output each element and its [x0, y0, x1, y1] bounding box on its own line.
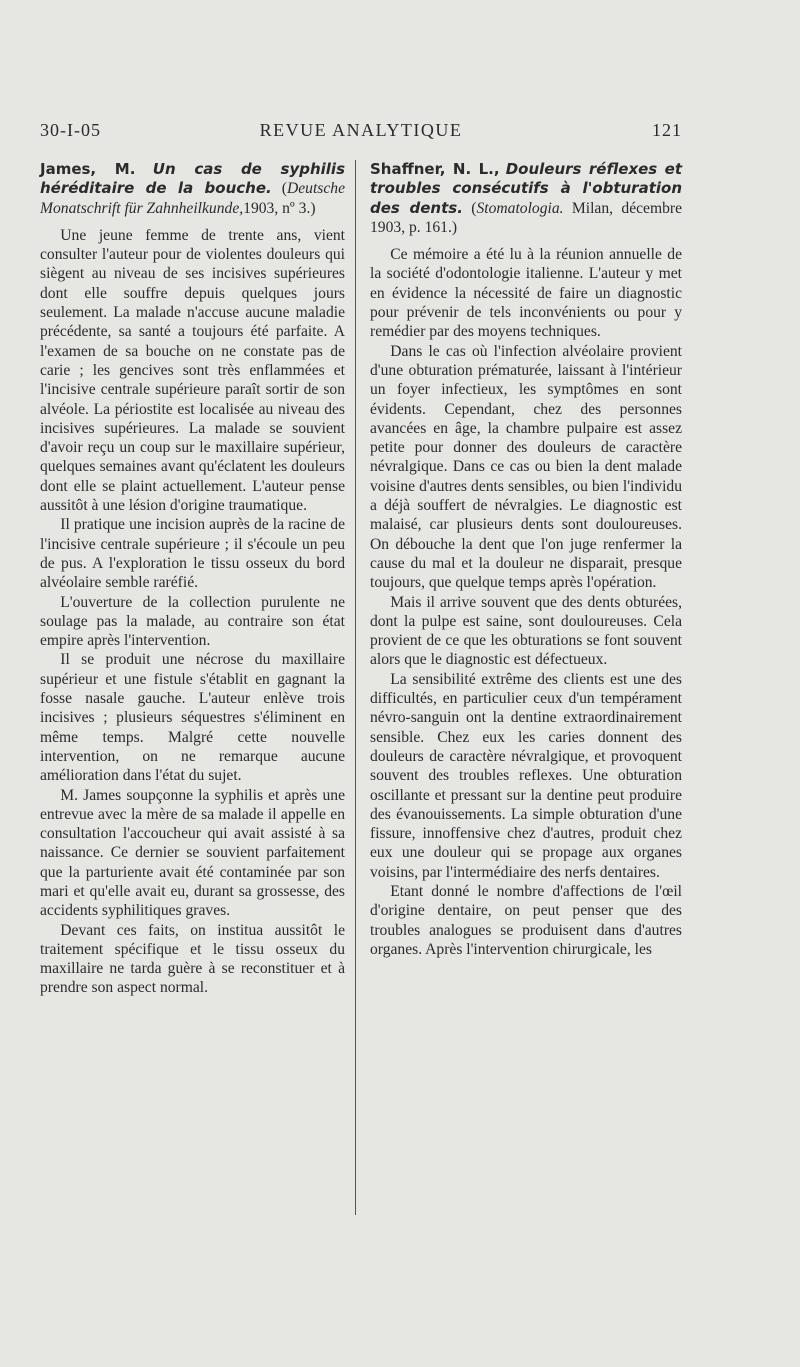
source-details: 1903, nº 3.) [243, 199, 316, 217]
paragraph: Devant ces faits, on institua aussitôt le traitement spécifique et le tissu osseux du maxillaire ne tarda guère à se reconstituer et à prendre son aspect normal. [40, 921, 345, 997]
source-open-paren: ( [281, 180, 287, 198]
article-heading-shaffner [370, 160, 682, 237]
source-journal: Deutsche Monatschrift für Zahnheilkunde, [40, 180, 346, 217]
article-author: James, M. [40, 160, 136, 178]
paragraph: M. James soupçonne la syphilis et après une entrevue avec la mère de sa malade il appelle en consultation l'accoucheur qui avait assisté à sa naissance. Ce dernier se souvient parfaitement que la parturiente avait été contaminée par son mari et qu'elle avait eu, durant sa grossesse, des accidents syphilitiques graves. [40, 786, 345, 920]
paragraph: La sensibilité extrême des clients est une des difficultés, en particulier ceux d'un tempérament névro-sanguin ont la dentine extraordinairement sensible. Chez eux les caries donnent des douleurs de caractère névralgique, et provoquent souvent des troubles reflexes. Une obturation oscillante et pressant sur la dentine peut produire des évanouissements. La simple obturation d'une fissure, innoffensive chez d'autres, produit chez eux une douleur qui se propage aux organes voisins, par l'intermédiaire des nerfs dentaires. [370, 670, 682, 881]
article-title: Douleurs réflexes et troubles consécutifs à l'obturation des dents. [370, 160, 682, 217]
right-column [370, 160, 682, 959]
paragraph: Une jeune femme de trente ans, vient consulter l'auteur pour de violentes douleurs qui siègent au niveau de ses incisives supérieures dont elle souffre depuis quelques jours seulement. La malade n'accuse aucune maladie précédente, sa santé a toujours été parfaite. A l'examen de sa bouche on ne constate pas de carie ; les gencives sont très enflammées et l'incisive centrale supérieure paraît sortir de son alvéole. La périostite est localisée au niveau des incisives supérieures. La malade se souvient d'avoir reçu un coup sur le maxillaire supérieur, quelques semaines avant qu'éclatent les douleurs dont elle se plaint actuellement. L'auteur pense aussitôt à une lésion d'origine traumatique. [40, 226, 345, 515]
source-details: Milan, décembre 1903, p. 161.) [370, 199, 683, 236]
paragraph: Etant donné le nombre d'affections de l'œil d'origine dentaire, on peut penser que des troubles analogues se produisent dans d'autres organes. Après l'intervention chirurgicale, les [370, 882, 682, 958]
left-column [40, 160, 345, 998]
paragraph: Il se produit une nécrose du maxillaire supérieur et une fistule s'établit en gagnant la fosse nasale gauche. L'auteur enlève trois incisives ; plusieurs séquestres s'éliminent en même temps. Malgré cette nouvelle intervention, on ne remarque aucune amélioration dans l'état du sujet. [40, 651, 345, 785]
source-open-paren: ( [471, 199, 477, 217]
paragraph: L'ouverture de la collection purulente ne soulage pas la malade, au contraire son état empire après l'intervention. [40, 593, 345, 650]
source-journal: Stomatologia. [476, 199, 564, 217]
paragraph: Dans le cas où l'infection alvéolaire provient d'une obturation prématurée, laissant à l'intérieur un foyer infectieux, les symptômes en sont évidents. Cependant, chez des personnes avancées en âge, la chambre pulpaire est assez petite pour donner des douleurs de caractère névralgique. Dans ce cas ou bien la dent malade voisine d'autres dents sensibles, ou bien l'individu a déjà souffert de névralgies. Le diagnostic est malaisé, car plusieurs dents sont douloureuses. On débouche la dent que l'on juge renfermer la cause du mal et la douleur ne disparait, presque toujours, que quelque temps après l'opération. [370, 342, 682, 592]
journal-section-title: REVUE ANALYTIQUE [259, 120, 463, 140]
article-heading-james [40, 160, 345, 218]
paragraph: Mais il arrive souvent que des dents obturées, dont la pulpe est saine, sont douloureuses. Cela provient de ce que les obturations se font souvent alors que le diagnostic est défectueux. [370, 593, 682, 669]
issue-date: 30-I-05 [40, 120, 101, 140]
column-divider [355, 160, 356, 1215]
page-number: 121 [652, 120, 682, 140]
paragraph: Ce mémoire a été lu à la réunion annuelle de la société d'odontologie italienne. L'auteur y met en évidence la nécessité de faire un diagnostic pour prévenir de tels inconvénients ou pour y remédier par des moyens techniques. [370, 246, 682, 341]
paragraph: Il pratique une incision auprès de la racine de l'incisive centrale supérieure ; il s'écoule un peu de pus. A l'exploration le tissu osseux du bord alvéolaire semble raréfié. [40, 516, 345, 592]
article-title: Un cas de syphilis héréditaire de la bouche. [40, 160, 345, 198]
article-author: Shaffner, N. L., [370, 160, 500, 178]
